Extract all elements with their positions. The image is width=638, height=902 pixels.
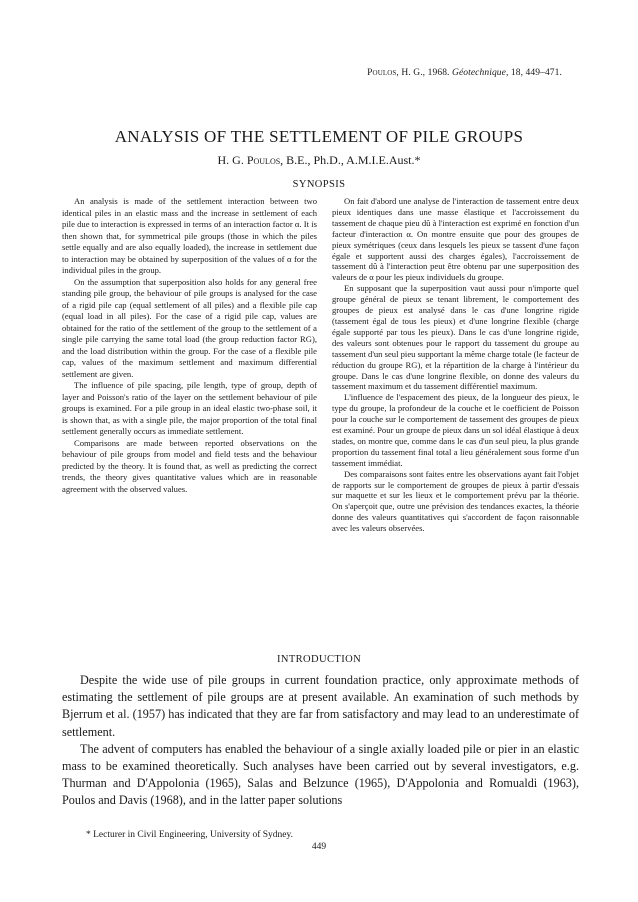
citation-author: Poulos, H. G.,: [367, 68, 426, 78]
synopsis-english-paragraph: The influence of pile spacing, pile length, type of group, depth of layer and Poisson's ratio of the layer on the settlement behaviour of pile groups is examined. For a pile group in an ideal elastic two-phase soil, it is shown that, as with a single pile, the major proportion of the total final settlement generally occurs as immediate settlement.: [62, 380, 317, 436]
synopsis-english-paragraph: Comparisons are made between reported observations on the behaviour of pile groups from model and field tests and the behaviour predicted by the theory. It is found that, as well as predicting the correct trends, the theory gives quantitative values which are in reasonable agreement with the observed values.: [62, 437, 317, 494]
page-number: 449: [311, 842, 327, 852]
synopsis-english-paragraph: On the assumption that superposition also holds for any general free standing pile group, the behaviour of pile groups is analysed for the case of a rigid pile cap (equal settlement of all piles) and a flexible pile cap (equal load in all piles). For the case of a rigid pile cap, values are obtained for the ratio of the settlement of the group to the settlement of a single pile carrying the same total load (the group reduction factor RG), and the load distribution within the group. For the case of a flexible pile cap, values of the maximum settlement and maximum differential settlement are given.: [62, 276, 317, 379]
author-initials: H. G.: [217, 153, 247, 167]
synopsis-french-column: [332, 196, 579, 534]
citation-header: [367, 68, 562, 78]
synopsis-french-paragraph: En supposant que la superposition vaut aussi pour n'importe quel groupe général de pieux se tenant librement, le comportement des groupes de pieux est analysé dans le cas d'une longrine rigide (tassement égal de tous les pieux) et d'une longrine flexible (charge égale supporté par tous les pieux). Dans le cas d'une longrine rigide, des valeurs sont obtenues pour le rapport du tassement du groupe au tassement d'un seul pieu supportant la même charge totale (le facteur de réduction du groupe RG), et la répartition de la charge à l'intérieur du groupe. Dans le cas d'une longrine flexible, on donne des valeurs du tassement maximum et du tassement différentiel maximum.: [332, 283, 579, 392]
author-line: [0, 153, 638, 168]
author-footnote: * Lecturer in Civil Engineering, University of Sydney.: [86, 830, 294, 840]
synopsis-french-paragraph: Des comparaisons sont faites entre les observations ayant fait l'objet de rapports sur le comportement de groupes de pieux à partir d'essais sur maquette et sur les lieux et le comportement prévu par la théorie. On s'aperçoit que, outre une prévision des tendances exactes, la théorie donne des valeurs quantitatives qui s'accordent de façon raisonnable avec les valeurs observées.: [332, 468, 579, 534]
paper-title: ANALYSIS OF THE SETTLEMENT OF PILE GROUPS: [114, 127, 524, 146]
synopsis-french-paragraph: L'influence de l'espacement des pieux, de la longueur des pieux, le type du groupe, la profondeur de la couche et le coefficient de Poisson pour la couche sur le comportement de tassement des groupes de pieux est examiné. Pour un groupe de pieux dans un sol idéal élastique à deux stades, on montre que, comme dans le cas d'un seul pieu, la plus grande proportion du tassement final total a lieu généralement sous forme d'un tassement immédiat.: [332, 392, 579, 468]
citation-year: 1968.: [425, 68, 452, 78]
synopsis-english-paragraph: An analysis is made of the settlement interaction between two identical piles in an elastic mass and the increase in settlement of each pile due to interaction is expressed in terms of an interaction factor α. It is then shown that, for symmetrical pile groups (those in which the piles settle equally and are also equally loaded), the increase in settlement due to interaction may be obtained by superposition of the values of α for the individual piles in the group.: [62, 196, 317, 275]
synopsis-french-paragraph: On fait d'abord une analyse de l'interaction de tassement entre deux pieux identiques dans une masse élastique et l'accroissement du tassement de chaque pieu dû à l'interaction est exprimé en fonction d'un facteur d'interaction α. On montre ensuite que pour des groupes de pieux symétriques (ceux dans lesquels les pieux se tassent d'une façon égale et supportent aussi des charges égales), l'accroissement de tassement dû à l'interaction peut être obtenu par une superposition des valeurs de α pour les pieux individuels du groupe.: [332, 196, 579, 283]
author-surname: Poulos: [246, 153, 281, 167]
author-credentials: , B.E., Ph.D., A.M.I.E.Aust.*: [280, 153, 421, 167]
synopsis-heading: SYNOPSIS: [292, 179, 346, 190]
introduction-body: [62, 672, 579, 810]
synopsis-english-column: [62, 196, 317, 495]
introduction-paragraph: Despite the wide use of pile groups in current foundation practice, only approximate methods of estimating the settlement of pile groups are at present available. An examination of such methods by Bjerrum et al. (1957) has indicated that they are far from satisfactory and may lead to an underestimate of settlement.: [62, 673, 579, 739]
citation-journal: Géotechnique,: [452, 68, 509, 78]
citation-volume-pages: 18, 449–471.: [508, 68, 562, 78]
introduction-paragraph: The advent of computers has enabled the behaviour of a single axially loaded pile or pier in an elastic mass to be examined theoretically. Such analyses have been carried out by several investigators, e.g. Thurman and D'Appolonia (1965), Salas and Belzunce (1965), D'Appolonia and Romualdi (1963), Poulos and Davis (1968), and in the latter paper solutions: [62, 741, 579, 808]
introduction-heading: INTRODUCTION: [276, 654, 362, 665]
